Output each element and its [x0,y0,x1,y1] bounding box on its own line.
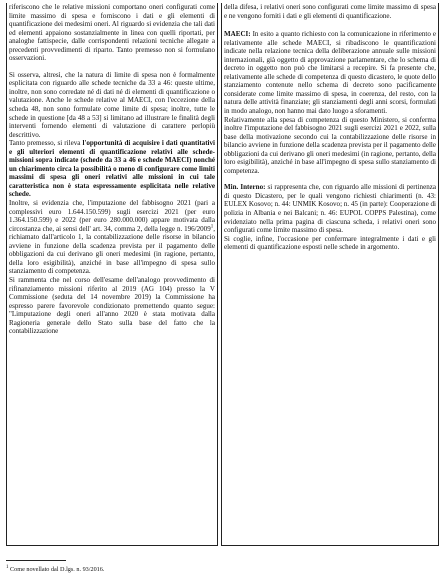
left-paragraph-4 [9,199,215,276]
footnote [6,566,104,574]
spacer [224,175,436,183]
right-paragraph-1: della difesa, i relativi oneri sono configurati come limite massimo di spesa e ne vengono forniti i dati e gli elementi di quantificazione. [224,3,436,20]
left-paragraph-3-intro: Tanto premesso, si rileva [9,139,83,148]
left-paragraph-4-a: Inoltre, si evidenzia che, l'imputazione del fabbisogno 2021 (pari a complessivi euro 1.644.150.599) sugli esercizi 2021 (per euro 1.364.150.599) e 2022 (per euro 280.000.000) appare motivata dalla circostanza che, ai sensi dell' art. 34, comma 2, della legge n. 196/2009 [9,199,215,233]
min-interno-heading: Min. Interno: [224,183,266,192]
left-paragraph-1: riferiscono che le relative missioni comportano oneri configurati come limite massimo di spesa e forniscono i dati e gli elementi di quantificazione dei medesimi oneri. Al riguardo si evidenzia che tali dati ed elementi appaiono sostanzialmente in linea con quelli riportati, per analoghe fattispecie, dalle corrispondenti relazioni tecniche allegate a precedenti provvedimenti di riparto. Tanto premesso non si formulano osservazioni. [9,3,215,63]
min-interno-text: si rappresenta che, con riguardo alle missioni di pertinenza di questo Dicastero, per le quali vengono richiesti chiarimenti (n. 43: EULEX Kosovo; n. 44: UNMIK Kosovo; n. 45 (in parte): Cooperazione di polizia in Albania e nei Balcani; n. 46: EUPOL COPPS Palestina), come evidenziato nella prima pagina di ciascuna scheda, i relativi oneri sono configurati come limite massimo di spesa. [224,183,436,235]
maeci-heading: MAECI: [224,30,251,39]
left-paragraph-5: Si rammenta che nel corso dell'esame dell'analogo provvedimento di rifinanziamento missioni riferito al 2019 (AG 104) presso la V Commissione (seduta del 14 novembre 2019) la Commissione ha espresso parere favorevole condizionato premettendo quanto segue: "Limputazione degli oneri all'anno 2020 è stata motivata dalla Ragioneria generale dello Stato sulla base del fatto che la contabilizzazione [9,275,215,336]
maeci-text: In esito a quanto richiesto con la comunicazione in riferimento e relativamente alle schede MAECI, si ribadiscono le quantificazioni indicate nella relazione tecnica della deliberazione annuale sulle missioni internazionali, già oggetto di approvazione parlamentare, che lo schema di decreto in oggetto non può che limitarsi a recepire. Si fa presente che, relativamente alle schede di competenza di questo dicastero, le quote dello stanziamento contenute nello schema di decreto sono pacificamente considerate come limite massimo di spesa, in coerenza, del resto, con la natura delle attività finanziate; gli stanziamenti degli anni scorsi, formulati in modo analogo, non hanno mai dato luogo a sforamenti. [224,30,436,116]
left-paragraph-3-bold: l'opportunità di acquisire i dati quantitativi e gli ulteriori elementi di quantificazione relativi alle schede-missioni sopra indicate (schede da 33 a 46 e schede MAECI) nonché un chiarimento circa la possibilità o meno di configurare come limiti massimi di spesa gli oneri relativi alle missioni in cui tale caratteristica non è stata espressamente esplicitata nelle relative schede. [9,139,215,199]
left-paragraph-3 [9,139,215,199]
right-paragraph-4 [224,183,436,234]
left-paragraph-2: Si osserva, altresì, che la natura di limite di spesa non è formalmente esplicitata con riguardo alle schede tecniche da 33 a 46: queste ultime, inoltre, non sono corredate né di dati né di elementi di quantificazione o valutazione. Anche le schede relative al MAECI, con l'eccezione della scheda 48, non sono formulate come limite di spesa; inoltre, tutte le schede in questione [da 48 a 53] si limitano ad illustrare le finalità degli interventi fornendo elementi di valutazione di carattere perlopiù descrittivo. [9,70,215,139]
right-paragraph-3: Relativamente alla spesa di competenza di questo Ministero, si conferma inoltre l'imputazione del fabbisogno 2021 sugli esercizi 2021 e 2022, sulla base della motivazione secondo cui la contabilizzazione delle risorse in bilancio avviene in funzione della scadenza prevista per il pagamento delle obbligazioni da cui derivano gli oneri medesimi (in ragione, pertanto, della loro esigibilità), anziché in base all'impegno di spesa sullo stanziamento di competenza. [224,115,436,175]
footnote-text: Come novellato dal D.lgs. n. 93/2016. [8,566,105,573]
left-column [6,3,218,546]
left-paragraph-4-b: , richiamato dall'articolo 1, la contabilizzazione delle risorse in bilancio avviene in funzione della scadenza prevista per il pagamento delle obbligazioni da cui derivano gli oneri medesimi (in ragione, pertanto, della loro esigibilità), anziché in base all'impegno di spesa sullo stanziamento di competenza. [9,224,215,276]
right-paragraph-2 [224,30,436,115]
footnote-divider [6,560,66,561]
footnote-reference: 1 [210,224,214,230]
right-paragraph-5: Si coglie, infine, l'occasione per confermare integralmente i dati e gli elementi di quantificazione esposti nelle schede in argomento. [224,234,436,252]
spacer [224,20,436,30]
spacer [9,63,215,71]
right-column [221,3,439,546]
footnote-marker: 1 [6,564,9,570]
